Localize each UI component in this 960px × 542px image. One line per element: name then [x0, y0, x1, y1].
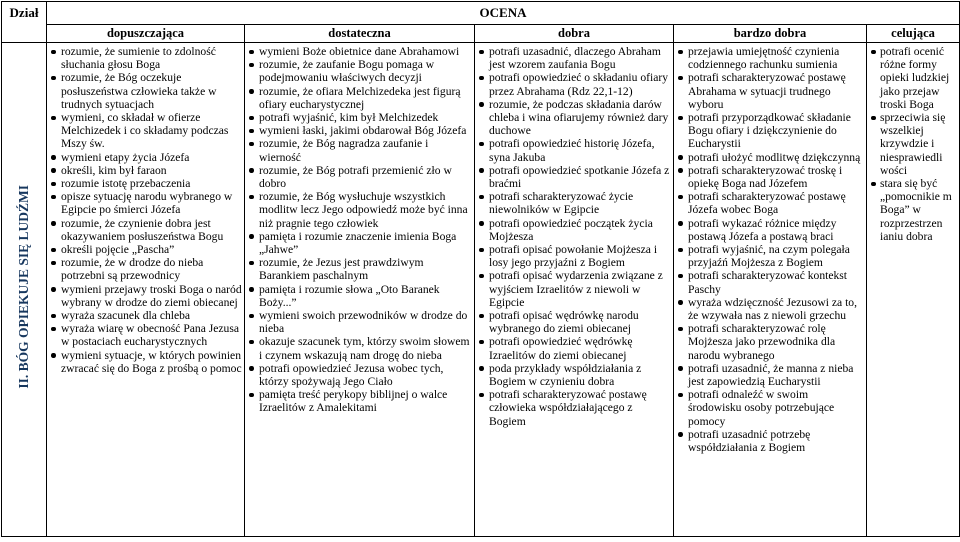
requirement-item: rozumie, że ofiara Melchizedeka jest figurą ofiary eucharystycznej: [247, 85, 472, 111]
requirement-item: rozumie, że Bóg nagradza zaufanie i wierność: [247, 137, 472, 163]
requirement-item: pamięta i rozumie znaczenie imienia Boga „Jahwe”: [247, 230, 472, 256]
requirement-item: potrafi opisać powołanie Mojżesza i losy jego przyjaźni z Bogiem: [477, 243, 671, 269]
requirement-item: potrafi scharakteryzować postawę człowieka współdziałającego z Bogiem: [477, 388, 671, 428]
requirement-item: rozumie, że zaufanie Bogu pomaga w podejmowaniu właściwych decyzji: [247, 58, 472, 84]
requirement-item: potrafi odnaleźć w swoim środowisku osoby potrzebujące pomocy: [676, 388, 864, 428]
requirement-item: wymieni Boże obietnice dane Abrahamowi: [247, 45, 472, 58]
requirement-item: potrafi scharakteryzować rolę Mojżesza jako przewodnika dla narodu wybranego: [676, 322, 864, 362]
requirement-item: rozumie, że Bóg wysłuchuje wszystkich modlitw lecz Jego odpowiedź może być inna niż pragnie tego człowiek: [247, 190, 472, 230]
column-dopuszczajaca: [47, 43, 245, 537]
grade-bardzo-dobra: bardzo dobra: [674, 25, 867, 43]
requirement-item: rozumie, że Bóg potrafi przemienić zło w dobro: [247, 164, 472, 190]
requirement-item: wymieni przejawy troski Boga o naród wybrany w drodze do ziemi obiecanej: [49, 283, 242, 309]
requirement-item: pamięta treść perykopy biblijnej o walce Izraelitów z Amalekitami: [247, 388, 472, 414]
requirement-item: potrafi wykazać różnice między postawą Józefa a postawą braci: [676, 217, 864, 243]
requirement-item: pamięta i rozumie słowa „Oto Baranek Boży...”: [247, 283, 472, 309]
requirement-item: rozumie, że w drodze do nieba potrzebni są przewodnicy: [49, 256, 242, 282]
requirement-item: wyraża wiarę w obecność Pana Jezusa w postaciach eucharystycznych: [49, 322, 242, 348]
requirement-item: rozumie istotę przebaczenia: [49, 177, 242, 190]
requirement-item: potrafi uzasadnić, że manna z nieba jest zapowiedzią Eucharystii: [676, 362, 864, 388]
grade-dostateczna: dostateczna: [245, 25, 475, 43]
requirement-item: okazuje szacunek tym, którzy swoim słowem i czynem wskazują nam drogę do nieba: [247, 335, 472, 361]
grade-dopuszczajaca: dopuszczająca: [47, 25, 245, 43]
requirement-item: potrafi uzasadnić, dlaczego Abraham jest wzorem zaufania Bogu: [477, 45, 671, 71]
requirement-item: potrafi opowiedzieć wędrówkę Izraelitów do ziemi obiecanej: [477, 335, 671, 361]
dzial-header: Dział: [2, 2, 47, 43]
requirement-item: potrafi opisać wydarzenia związane z wyjściem Izraelitów z niewoli w Egipcie: [477, 269, 671, 309]
requirement-item: określi pojęcie „Pascha”: [49, 243, 242, 256]
requirement-item: potrafi opisać wędrówkę narodu wybranego do ziemi obiecanej: [477, 309, 671, 335]
requirement-item: wymieni łaski, jakimi obdarował Bóg Józefa: [247, 124, 472, 137]
requirement-item: potrafi scharakteryzować życie niewolników w Egipcie: [477, 190, 671, 216]
requirement-item: rozumie, że sumienie to zdolność słuchania głosu Boga: [49, 45, 242, 71]
requirement-item: potrafi opowiedzieć spotkanie Józefa z braćmi: [477, 164, 671, 190]
requirement-item: potrafi scharakteryzować postawę Abrahama w sytuacji trudnego wyboru: [676, 71, 864, 111]
requirement-item: potrafi opowiedzieć Jezusa wobec tych, którzy spożywają Jego Ciało: [247, 362, 472, 388]
requirement-item: potrafi opowiedzieć początek życia Mojżesza: [477, 217, 671, 243]
requirement-item: potrafi scharakteryzować postawę Józefa wobec Boga: [676, 190, 864, 216]
requirement-item: potrafi scharakteryzować kontekst Paschy: [676, 269, 864, 295]
header-row: [2, 2, 960, 25]
requirement-item: rozumie, że Jezus jest prawdziwym Barankiem paschalnym: [247, 256, 472, 282]
requirement-item: wymieni swoich przewodników w drodze do nieba: [247, 309, 472, 335]
requirement-item: potrafi przyporządkować składanie Bogu ofiary i dziękczynienie do Eucharystii: [676, 111, 864, 151]
requirement-item: przejawia umiejętność czynienia codziennego rachunku sumienia: [676, 45, 864, 71]
grade-dobra: dobra: [475, 25, 674, 43]
column-bardzo-dobra: [674, 43, 867, 537]
column-celujaca: [867, 43, 960, 537]
column-dobra: [475, 43, 674, 537]
requirement-item: określi, kim był faraon: [49, 164, 242, 177]
requirement-item: poda przykłady współdziałania z Bogiem w czynieniu dobra: [477, 362, 671, 388]
requirement-item: stara się być „pomocnikie m Boga” w rozprzestrzen ianiu dobra: [869, 177, 957, 243]
requirement-item: potrafi wyjaśnić, na czym polegała przyjaźń Mojżesza z Bogiem: [676, 243, 864, 269]
requirement-item: wymieni etapy życia Józefa: [49, 151, 242, 164]
content-row: [2, 43, 960, 537]
requirement-item: potrafi scharakteryzować troskę i opiekę Boga nad Józefem: [676, 164, 864, 190]
requirement-item: sprzeciwia się wszelkiej krzywdzie i niesprawiedli wości: [869, 111, 957, 177]
requirement-item: potrafi ocenić różne formy opieki ludzkiej jako przejaw troski Boga: [869, 45, 957, 111]
grade-celujaca: celująca: [867, 25, 960, 43]
ocena-header: OCENA: [47, 2, 960, 25]
grading-table: [1, 1, 960, 537]
requirement-item: rozumie, że podczas składania darów chleba i wina ofiarujemy również dary duchowe: [477, 98, 671, 138]
requirement-item: potrafi opowiedzieć historię Józefa, syna Jakuba: [477, 137, 671, 163]
requirement-item: wyraża szacunek dla chleba: [49, 309, 242, 322]
grades-row: [2, 25, 960, 43]
column-dostateczna: [245, 43, 475, 537]
requirement-item: potrafi ułożyć modlitwę dziękczynną: [676, 151, 864, 164]
requirement-item: potrafi uzasadnić potrzebę współdziałania z Bogiem: [676, 428, 864, 454]
requirement-item: potrafi wyjaśnić, kim był Melchizedek: [247, 111, 472, 124]
requirement-item: opisze sytuację narodu wybranego w Egipcie po śmierci Józefa: [49, 190, 242, 216]
requirement-item: potrafi opowiedzieć o składaniu ofiary przez Abrahama (Rdz 22,1-12): [477, 71, 671, 97]
section-title: II. BÓG OPIEKUJE SIĘ LUDŹMI: [16, 185, 31, 389]
requirement-item: rozumie, że Bóg oczekuje posłuszeństwa człowieka także w trudnych sytuacjach: [49, 71, 242, 111]
requirement-item: wymieni, co składał w ofierze Melchizedek i co składamy podczas Mszy św.: [49, 111, 242, 151]
section-cell: [2, 43, 47, 537]
requirement-item: wymieni sytuacje, w których powinien zwracać się do Boga z prośbą o pomoc: [49, 349, 242, 375]
requirement-item: wyraża wdzięczność Jezusowi za to, że wzywała nas z niewoli grzechu: [676, 296, 864, 322]
requirement-item: rozumie, że czynienie dobra jest okazywaniem posłuszeństwa Bogu: [49, 217, 242, 243]
